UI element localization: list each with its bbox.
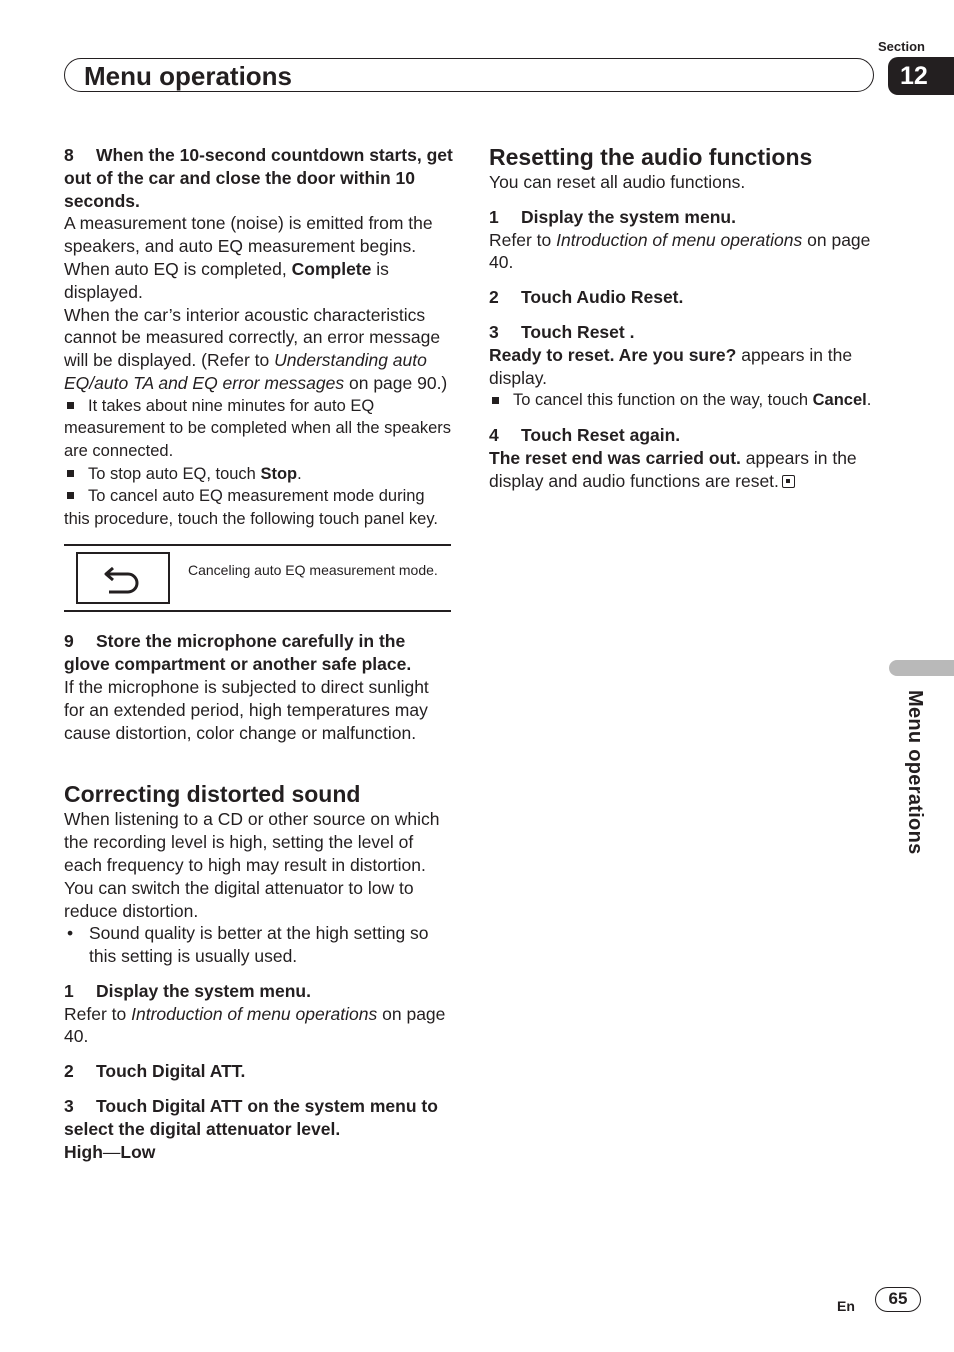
note-square-icon (67, 492, 74, 499)
note-square-icon (67, 470, 74, 477)
paragraph: When the car’s interior acoustic characteristics cannot be measured correctly, an error message will be displayed. (Refer to Understanding auto EQ/auto TA and EQ error messages on page 90.) (64, 304, 448, 393)
step-4: 4 Touch Reset again. (489, 424, 681, 445)
right-column (489, 143, 879, 492)
paragraph: You can reset all audio functions. (489, 172, 746, 192)
step-2: 2 Touch Digital ATT. (64, 1061, 246, 1082)
paragraph: Refer to Introduction of menu operations on page 40. (64, 1003, 446, 1047)
step-1: 1 Display the system menu. (489, 206, 736, 227)
note: To cancel this function on the way, touch Cancel. (489, 389, 879, 412)
step-3: 3 Touch Reset . (489, 321, 635, 342)
bullet-item: • Sound quality is better at the high setting so this setting is usually used. (67, 923, 429, 967)
subheading-resetting: Resetting the audio functions (489, 144, 813, 170)
back-key-button (76, 552, 170, 604)
paragraph: When auto EQ is completed, Complete is displayed. (64, 258, 389, 302)
level-range: High—Low (64, 1141, 156, 1162)
paragraph: The reset end was carried out. appears in the display and audio functions are reset. (489, 447, 857, 491)
step-3: 3 Touch Digital ATT on the system menu to select the digital attenuator level. (64, 1096, 438, 1139)
section-number-badge: 12 (888, 57, 954, 95)
paragraph: When listening to a CD or other source on which the recording level is high, setting the level of each frequency to high may result in distortion. You can switch the digital attenuator to low to reduce distortion. (64, 809, 440, 921)
note: To cancel auto EQ measurement mode during this procedure, touch the following touch panel key. (64, 487, 438, 528)
section-label: Section (878, 39, 925, 54)
key-description: Canceling auto EQ measurement mode. (188, 562, 438, 579)
step-2: 2 Touch Audio Reset. (489, 287, 684, 308)
subheading-correcting: Correcting distorted sound (64, 781, 361, 808)
step-8: 8 When the 10-second countdown starts, get out of the car and close the door within 10 seconds. (64, 145, 453, 211)
side-tab-marker (889, 660, 954, 676)
paragraph: Ready to reset. Are you sure? appears in the display. (489, 344, 853, 388)
note-square-icon (67, 402, 74, 409)
note: To stop auto EQ, touch Stop. (64, 463, 454, 486)
note-square-icon (492, 397, 499, 404)
paragraph: If the microphone is subjected to direct sunlight for an extended period, high temperatures may cause distortion, color change or malfunction. (64, 676, 429, 743)
language-label: En (837, 1298, 855, 1314)
end-of-section-icon (782, 475, 795, 488)
page-title: Menu operations (84, 61, 293, 91)
step-1: 1 Display the system menu. (64, 980, 311, 1001)
note: It takes about nine minutes for auto EQ measurement to be completed when all the speakers are connected. (64, 396, 452, 460)
return-arrow-icon (78, 554, 168, 602)
page-number: 65 (875, 1287, 921, 1312)
left-column (64, 144, 454, 1163)
step-9: 9 Store the microphone carefully in the glove compartment or another safe place. (64, 631, 412, 675)
paragraph: Refer to Introduction of menu operations on page 40. (489, 229, 871, 273)
side-tab-label: Menu operations (904, 690, 926, 855)
touch-key-table (64, 544, 451, 612)
paragraph: A measurement tone (noise) is emitted from the speakers, and auto EQ measurement begins. (64, 213, 433, 257)
